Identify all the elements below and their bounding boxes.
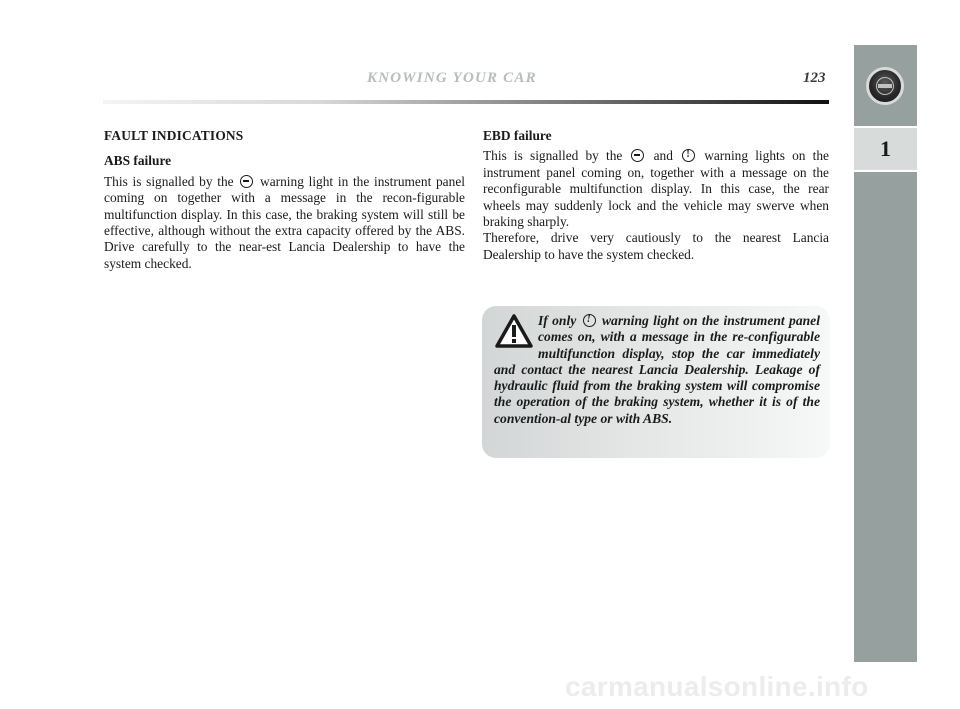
right-column <box>483 128 829 263</box>
left-column <box>104 128 465 272</box>
ebd-text-start: This is signalled by the <box>483 148 623 164</box>
ebd-text-rest: warning lights on the instrument panel coming on, together with a message on the reconfigurable multifunction display. In this case, the rear wheels may suddenly lock and the vehicle may swerve when braking sharply. <box>483 148 829 230</box>
abs-warning-icon <box>240 175 253 188</box>
ebd-paragraph <box>483 148 829 230</box>
logo-ring <box>876 77 894 95</box>
warning-text <box>494 313 820 427</box>
abs-paragraph <box>104 174 465 272</box>
page-number: 123 <box>803 70 826 86</box>
abs-warning-icon <box>631 149 644 162</box>
header-rule <box>103 100 829 104</box>
abs-heading: ABS failure <box>104 153 172 169</box>
brake-warning-icon <box>682 149 695 162</box>
section-title: FAULT INDICATIONS <box>104 128 244 143</box>
brake-warning-icon <box>583 314 596 327</box>
ebd-and: and <box>653 148 673 164</box>
tab-divider-bottom <box>854 170 917 172</box>
header-title: KNOWING YOUR CAR <box>367 70 537 86</box>
ebd-heading: EBD failure <box>483 128 552 143</box>
abs-text-rest: warning light in the instrument panel coming on together with a message in the recon-figurable multifunction display. In this case, the braking system will still be effective, although without the extra capacity offered by the ABS. Drive carefully to the near-est Lancia Dealership to have the system checked. <box>104 173 465 271</box>
chapter-tab[interactable]: 1 <box>854 128 917 170</box>
ebd-paragraph-2: Therefore, drive very cautiously to the nearest Lancia Dealership to have the system checked. <box>483 230 829 262</box>
watermark: carmanualsonline.info <box>565 671 869 702</box>
warning-text-rest: warning light on the instrument panel comes on, with a message in the re-configurable multifunction display, stop the car immediately and contact the nearest Lancia Dealership. Leakage of hydraulic fluid from the braking system will compromise the operation of the braking system, whether it is of the convention-al type or with ABS. <box>494 313 820 426</box>
logo-bar <box>878 84 892 88</box>
warning-text-start: If only <box>538 313 577 328</box>
warning-triangle-icon <box>494 313 538 361</box>
lancia-logo-icon <box>866 67 904 105</box>
abs-text-start: This is signalled by the <box>104 173 234 189</box>
